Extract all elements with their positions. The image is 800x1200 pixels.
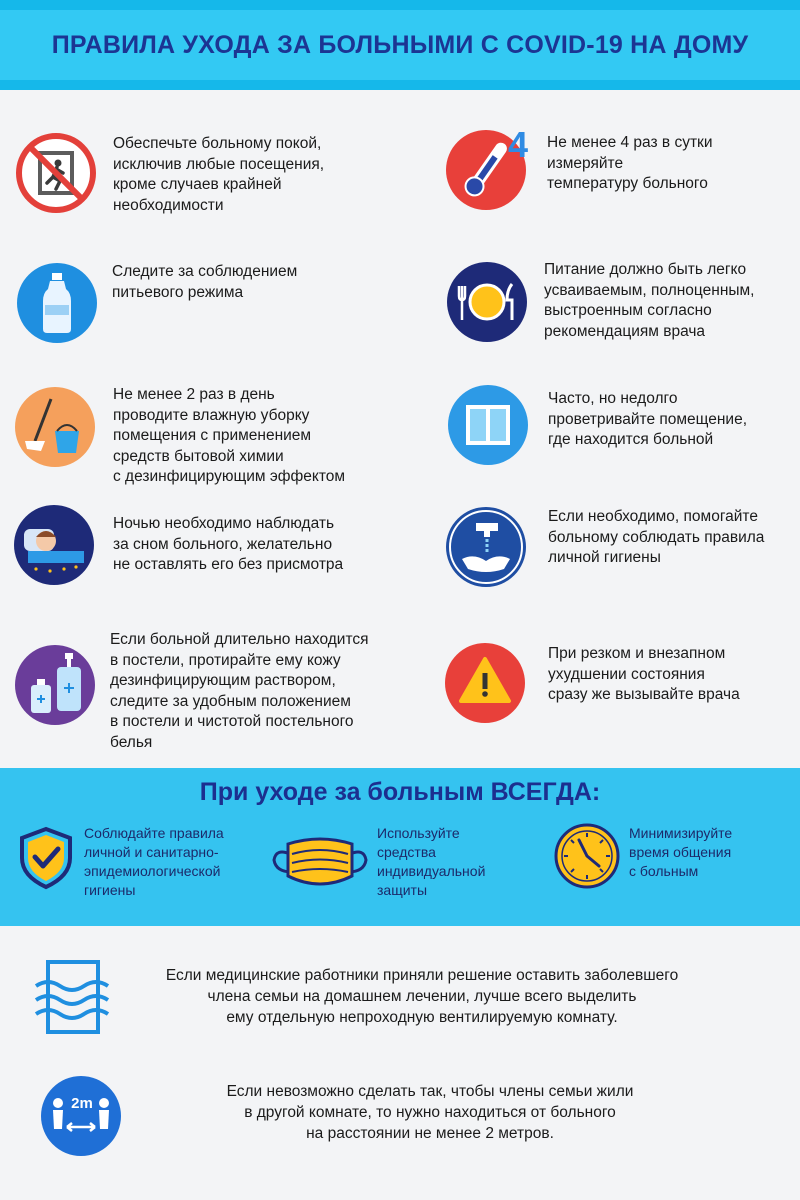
plate-icon [447, 262, 527, 342]
always-text-protection: Используйте средства индивидуальной защиты [377, 825, 486, 898]
page-title: ПРАВИЛА УХОДА ЗА БОЛЬНЫМИ С COVID-19 НА ДОМУ [51, 30, 749, 59]
header-banner [0, 10, 800, 80]
shield-check-icon [18, 826, 74, 895]
item-text-drinking: Следите за соблюдением питьевого режима [112, 263, 298, 301]
sanitizer-icon [15, 645, 95, 725]
always-text-minimize: Минимизируйте время общения с больным [629, 825, 733, 879]
item-text-nutrition: Питание должно быть легко усваиваемым, полноценным, выстроенным согласно рекомендациям врача [544, 261, 755, 340]
item-text-rest: Обеспечьте больному покой, исключив любые посещения, кроме случаев крайней необходимости [113, 135, 325, 214]
face-mask-icon [270, 826, 370, 901]
always-title: При уходе за больным ВСЕГДА: [199, 778, 601, 806]
item-text-hygiene: Если необходимо, помогайте больному соблюдать правила личной гигиены [548, 508, 765, 566]
water-bottle-icon [17, 263, 97, 343]
item-text-temperature: Не менее 4 раз в сутки измеряйте температуру больного [547, 134, 713, 192]
clock-icon [553, 822, 621, 895]
note-text-distance: Если невозможно сделать так, чтобы члены семьи жили в другой комнате, то нужно находиться от больного на расстоянии не менее 2 метров. [226, 1083, 634, 1142]
no-entry-icon [16, 133, 96, 213]
item-text-emergency: При резком и внезапном ухудшении состояния сразу же вызывайте врача [548, 645, 740, 703]
distance-badge: 2m [71, 1095, 93, 1112]
sleeping-person-icon [14, 505, 94, 585]
note-text-separate-room: Если медицинские работники приняли решение оставить заболевшего члена семьи на домашнем лечении, лучше всего выделить ему отдельную непроходную вентилируемую комнату. [165, 967, 679, 1026]
header-bar [0, 0, 800, 90]
distance-icon [40, 1075, 122, 1162]
always-text-hygiene: Соблюдайте правила личной и санитарно- эпидемиологической гигиены [84, 825, 224, 898]
hand-washing-icon [446, 507, 526, 587]
mop-bucket-icon [15, 387, 95, 467]
item-text-ventilate: Часто, но недолго проветривайте помещение, где находится больной [548, 390, 748, 448]
warning-icon [445, 643, 525, 723]
item-text-sleep: Ночью необходимо наблюдать за сном больного, желательно не оставлять его без присмотра [113, 515, 344, 573]
ventilation-room-icon [34, 958, 112, 1043]
item-text-skin-care: Если больной длительно находится в постели, протирайте ему кожу дезинфицирующим раствором, следите за удобным положением в постели и чистотой постельного белья [110, 631, 369, 751]
badge-four: 4 [508, 124, 529, 165]
item-text-cleaning: Не менее 2 раз в день проводите влажную уборку помещения с применением средств бытовой химии с дезинфицирующим эффектом [113, 386, 346, 485]
window-icon [448, 385, 528, 465]
